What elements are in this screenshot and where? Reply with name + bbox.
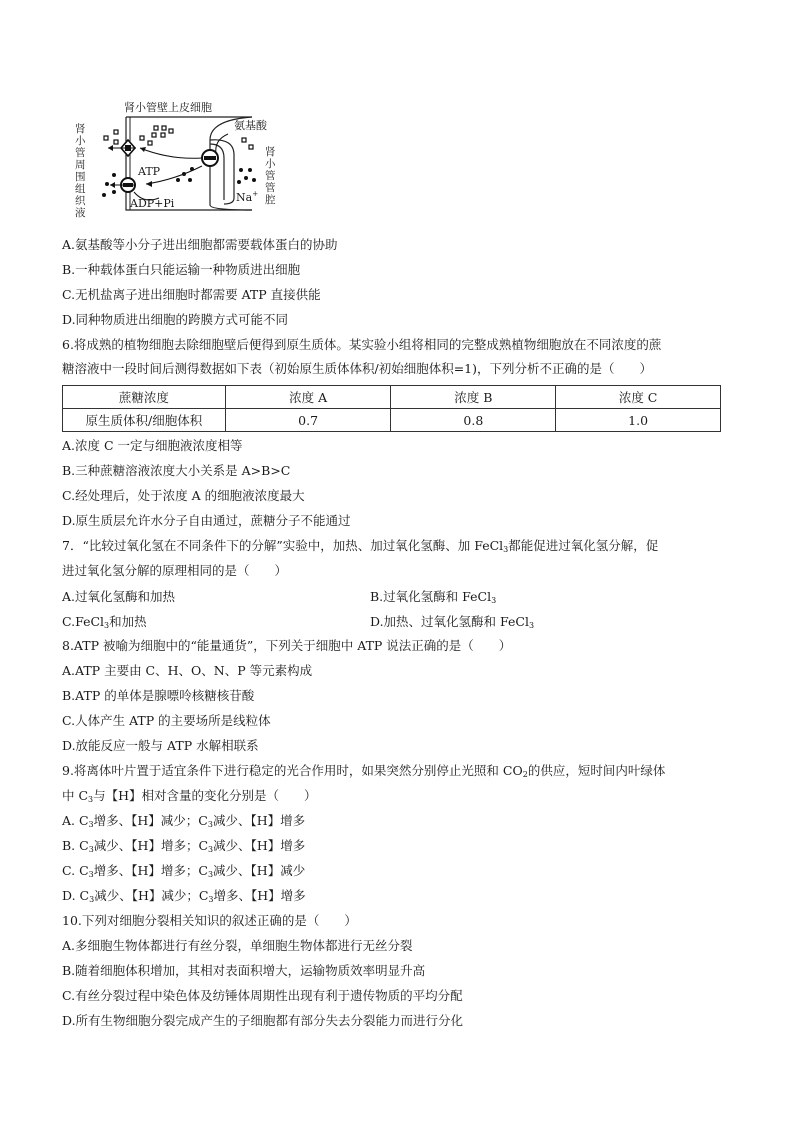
q6-option-b[interactable]: B.三种蔗糖溶液浓度大小关系是 A>B>C [62, 463, 291, 478]
q8-option-b[interactable]: B.ATP 的单体是腺嘌呤核糖核苷酸 [62, 688, 255, 703]
svg-text:液: 液 [75, 207, 86, 219]
svg-text:小: 小 [75, 135, 86, 147]
q6-data-table [62, 385, 721, 432]
q8-option-d[interactable]: D.放能反应一般与 ATP 水解相联系 [62, 738, 259, 753]
svg-text:周: 周 [75, 159, 86, 171]
svg-text:织: 织 [75, 195, 86, 207]
label-peritubular-fluid [75, 122, 86, 219]
q9-option-b[interactable]: B. $C_3$减少、【H】增多；$C_3$减少、【H】增多 [62, 838, 306, 854]
svg-text:管: 管 [265, 182, 276, 194]
q7-option-d[interactable]: D.加热、过氧化氢酶和 FeCl$_3$ [370, 614, 535, 630]
q10-option-a[interactable]: A.多细胞生物体都进行有丝分裂，单细胞生物体都进行无丝分裂 [62, 938, 413, 953]
svg-text:管: 管 [265, 170, 276, 182]
label-na: Na+ [236, 190, 259, 204]
q5-option-c[interactable]: C.无机盐离子进出细胞时都需要 ATP 直接供能 [62, 287, 321, 302]
q9-option-c[interactable]: C. $C_3$增多、【H】增多；$C_3$减少、【H】减少 [62, 863, 306, 879]
table-cell: 0.8 [391, 409, 556, 432]
label-atp: ATP [138, 165, 161, 178]
q7-stem-line1: 7．“比较过氧化氢在不同条件下的分解”实验中，加热、加过氧化氢酶、加 FeCl$_3$都能促进过氧化氢分解，促 [62, 538, 659, 554]
svg-text:小: 小 [265, 158, 276, 170]
q9-stem-line2: 中 $C_3$与【H】相对含量的变化分别是（ ） [62, 788, 317, 804]
svg-text:腔: 腔 [265, 194, 276, 206]
q9-option-d[interactable]: D. $C_3$减少、【H】减少；$C_3$增多、【H】增多 [62, 888, 306, 904]
q10-option-c[interactable]: C.有丝分裂过程中染色体及纺锤体周期性出现有利于遗传物质的平均分配 [62, 988, 463, 1003]
q9-option-a[interactable]: A. $C_3$增多、【H】减少；$C_3$减少、【H】增多 [62, 813, 306, 829]
q6-option-c[interactable]: C.经处理后，处于浓度 A 的细胞液浓度最大 [62, 488, 305, 503]
svg-text:管: 管 [75, 147, 86, 159]
q6-stem-line2: 糖溶液中一段时间后测得数据如下表（初始原生质体体积/初始细胞体积=1)，下列分析不正确的是（ ） [62, 361, 653, 376]
q6-option-d[interactable]: D.原生质层允许水分子自由通过，蔗糖分子不能通过 [62, 513, 351, 528]
q7-option-a[interactable]: A.过氧化氢酶和加热 [62, 589, 176, 604]
q6-stem-line1: 6.将成熟的植物细胞去除细胞壁后便得到原生质体。某实验小组将相同的完整成熟植物细胞放在不同浓度的蔗 [62, 337, 662, 352]
q10-option-d[interactable]: D.所有生物细胞分裂完成产生的子细胞都有部分失去分裂能力而进行分化 [62, 1013, 464, 1028]
q7-option-c[interactable]: C.FeCl$_3$和加热 [62, 614, 147, 630]
q10-option-b[interactable]: B.随着细胞体积增加，其相对表面积增大，运输物质效率明显升高 [62, 963, 426, 978]
table-cell: 1.0 [556, 409, 721, 432]
q9-stem-line1: 9.将离体叶片置于适宜条件下进行稳定的光合作用时，如果突然分别停止光照和 $CO_2$的供应，短时间内叶绿体 [62, 763, 666, 779]
q8-option-c[interactable]: C.人体产生 ATP 的主要场所是线粒体 [62, 713, 271, 728]
table-header-cell: 浓度 C [556, 386, 721, 409]
label-tubule-lumen [265, 145, 276, 206]
table-header-cell: 蔗糖浓度 [63, 386, 226, 409]
kidney-tubule-transport-diagram [74, 100, 294, 222]
table-cell: 0.7 [225, 409, 391, 432]
svg-text:肾: 肾 [265, 146, 276, 158]
svg-text:围: 围 [75, 171, 86, 183]
q7-stem-line2: 进过氧化氢分解的原理相同的是（ ） [62, 563, 288, 578]
table-header-row [63, 386, 721, 409]
q8-stem: 8.ATP 被喻为细胞中的“能量通货”，下列关于细胞中 ATP 说法正确的是（ ） [62, 638, 512, 653]
q5-option-d[interactable]: D.同种物质进出细胞的跨膜方式可能不同 [62, 312, 289, 327]
q5-option-b[interactable]: B.一种载体蛋白只能运输一种物质进出细胞 [62, 262, 301, 277]
svg-text:肾: 肾 [75, 123, 86, 135]
svg-text:组: 组 [75, 183, 86, 195]
table-header-cell: 浓度 A [225, 386, 391, 409]
table-row-label: 原生质体积/细胞体积 [63, 409, 226, 432]
table-row [63, 409, 721, 432]
label-adp-pi: ADP+Pi [130, 197, 175, 210]
table-header-cell: 浓度 B [391, 386, 556, 409]
label-amino-acid: 氨基酸 [234, 119, 267, 132]
q6-option-a[interactable]: A.浓度 C 一定与细胞液浓度相等 [62, 438, 243, 453]
q10-stem: 10.下列对细胞分裂相关知识的叙述正确的是（ ） [62, 913, 357, 928]
q8-option-a[interactable]: A.ATP 主要由 C、H、O、N、P 等元素构成 [62, 663, 313, 678]
q7-option-b[interactable]: B.过氧化氢酶和 FeCl$_3$ [370, 589, 497, 605]
q5-option-a[interactable]: A.氨基酸等小分子进出细胞都需要载体蛋白的协助 [62, 237, 338, 252]
label-tubule-epithelial-cell: 肾小管壁上皮细胞 [124, 101, 212, 114]
